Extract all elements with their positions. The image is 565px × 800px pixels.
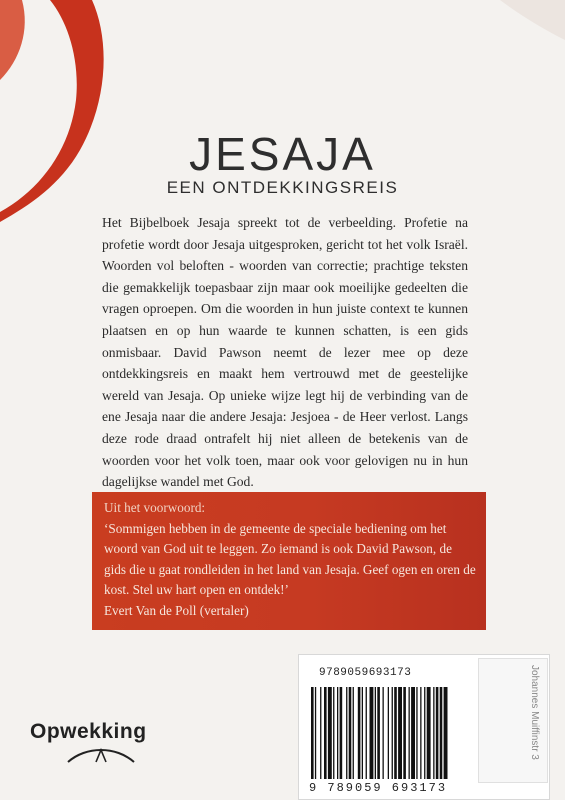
barcode-bar	[358, 687, 361, 779]
barcode-bars	[311, 687, 497, 779]
barcode-bar	[340, 687, 343, 779]
barcode-bar	[362, 687, 363, 779]
barcode-bar	[444, 687, 448, 779]
barcode-bar	[370, 687, 374, 779]
barcode-bar	[346, 687, 347, 779]
barcode-bar	[436, 687, 439, 779]
barcode-bar	[320, 687, 321, 779]
quote-text: ‘Sommigen hebben in de gemeente de speciale bediening om het woord van God uit te leggen. Zo iemand is ook David Pawson, de gids die u gaat rondleiden in het land van Jesaja. Geef ogen en oren de kost. Stel uw hart open en ontdek!’	[104, 520, 476, 597]
barcode-bar	[424, 687, 425, 779]
barcode-bar	[349, 687, 352, 779]
isbn-top-text: 9789059693173	[319, 667, 412, 679]
barcode-bar	[324, 687, 327, 779]
barcode-bar	[427, 687, 431, 779]
book-title: JESAJA	[189, 128, 376, 180]
barcode-bar	[377, 687, 380, 779]
barcode-bar	[416, 687, 417, 779]
isbn-bottom-text: 9 789059 693173	[309, 781, 448, 795]
quote-intro: Uit het voorwoord:	[104, 500, 206, 515]
barcode-bar	[398, 687, 402, 779]
barcode-bar	[333, 687, 334, 779]
barcode-bar	[392, 687, 393, 779]
foreword-quote-box	[92, 492, 486, 630]
barcode-bar	[375, 687, 376, 779]
barcode-bar	[315, 687, 316, 779]
publisher-logo: Opwekking	[30, 720, 147, 743]
barcode-bar	[411, 687, 415, 779]
barcode-bar	[409, 687, 410, 779]
barcode-bar	[328, 687, 332, 779]
barcode-bar	[420, 687, 421, 779]
store-price-label	[478, 658, 548, 783]
barcode-bar	[440, 687, 443, 779]
barcode-bar	[311, 687, 314, 779]
quote-author: Evert Van de Poll (vertaler)	[104, 602, 249, 618]
blurb-text: Het Bijbelboek Jesaja spreekt tot de verbeelding. Profetie na profetie wordt door Jesaja uitgesproken, gericht tot het volk Israël. Woorden vol beloften - woorden van correctie; prachtige teksten die gemakkelijk toepasbaar zijn maar ook moeilijke gedeelten die vragen oproepen. Om die woorden in hun juiste context te kunnen plaatsen en op hun waarde te kunnen schatten, is een gids onmisbaar. David Pawson neemt de lezer mee op deze ontdekkingsreis en maakt hem vertrouwd met de geestelijke wereld van Jesaja. Op unieke wijze legt hij de verbinding van de ene Jesaja naar die andere Jesaja: Jesjoea - de Heer verlost. Langs deze rode draad ontrafelt hij niet alleen de betekenis van de woorden voor het volk toen, maar ook voor gelovigen nu in hun dagelijkse wandel met God.	[102, 215, 468, 490]
store-label-text: Johannes Muiffinstr 3	[529, 665, 540, 760]
barcode-bar	[388, 687, 389, 779]
publisher-logo-arc-icon	[66, 740, 136, 766]
barcode-bar	[433, 687, 434, 779]
barcode-bar	[383, 687, 384, 779]
barcode-bar	[366, 687, 367, 779]
barcode-bar	[353, 687, 354, 779]
book-subtitle: EEN ONTDEKKINGSREIS	[166, 178, 399, 197]
barcode-bar	[337, 687, 338, 779]
barcode-bar	[403, 687, 406, 779]
barcode-bar	[394, 687, 397, 779]
